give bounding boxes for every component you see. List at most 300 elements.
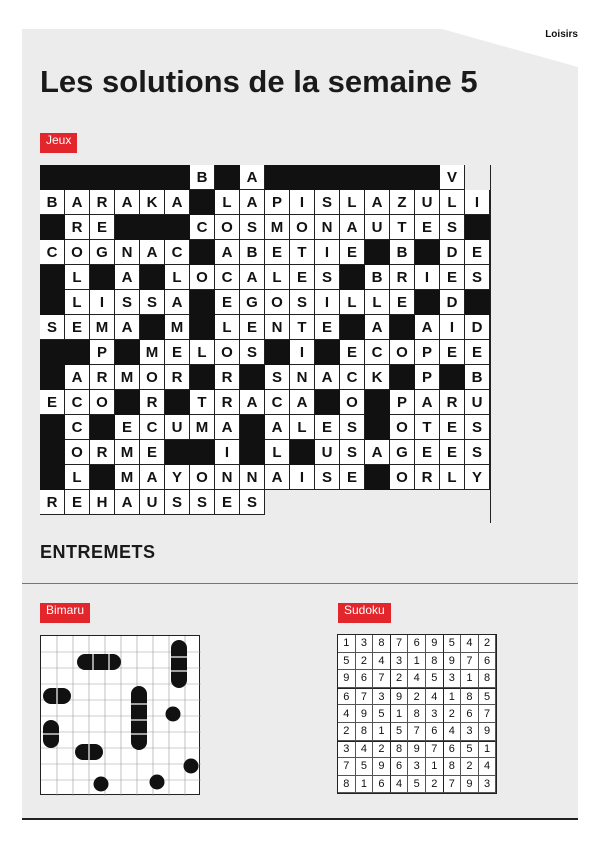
crossword-letter-cell: L xyxy=(440,190,465,215)
crossword-letter-cell: M xyxy=(140,340,165,365)
sudoku-cell: 7 xyxy=(391,635,409,653)
crossword-letter-cell: U xyxy=(140,490,165,515)
crossword-letter-cell: M xyxy=(265,215,290,240)
bimaru-board xyxy=(41,636,201,796)
crossword-letter-cell: E xyxy=(40,390,65,415)
crossword-letter-cell: O xyxy=(390,340,415,365)
crossword-empty xyxy=(440,490,465,515)
crossword-black-cell xyxy=(40,215,65,240)
sudoku-cell: 3 xyxy=(373,688,391,706)
crossword-letter-cell: E xyxy=(315,415,340,440)
crossword-black-cell xyxy=(340,315,365,340)
crossword-letter-cell: C xyxy=(365,340,390,365)
sudoku-cell: 4 xyxy=(479,758,497,776)
crossword-letter-cell: L xyxy=(340,290,365,315)
crossword-letter-cell: A xyxy=(365,315,390,340)
crossword-letter-cell: C xyxy=(340,365,365,390)
crossword-letter-cell: E xyxy=(215,490,240,515)
crossword-letter-cell: N xyxy=(115,240,140,265)
crossword-black-cell xyxy=(115,165,140,190)
crossword-letter-cell: E xyxy=(440,265,465,290)
crossword-letter-cell: A xyxy=(115,490,140,515)
ship-single xyxy=(94,777,109,792)
crossword-letter-cell: R xyxy=(90,365,115,390)
crossword-letter-cell: I xyxy=(415,265,440,290)
jeux-tag: Jeux xyxy=(40,133,77,153)
crossword-black-cell xyxy=(165,440,190,465)
crossword-letter-cell: S xyxy=(315,190,340,215)
section-divider xyxy=(22,583,578,584)
crossword-letter-cell: M xyxy=(115,440,140,465)
crossword-letter-cell: O xyxy=(290,215,315,240)
crossword-letter-cell: C xyxy=(65,390,90,415)
crossword-letter-cell: K xyxy=(140,190,165,215)
ship-single xyxy=(166,707,181,722)
crossword-letter-cell: S xyxy=(240,340,265,365)
crossword-black-cell xyxy=(40,165,65,190)
crossword-letter-cell: T xyxy=(415,415,440,440)
crossword-black-cell xyxy=(40,415,65,440)
sudoku-cell: 9 xyxy=(479,723,497,741)
crossword-empty xyxy=(465,490,490,515)
crossword-letter-cell: A xyxy=(65,365,90,390)
crossword-letter-cell: I xyxy=(90,290,115,315)
crossword-letter-cell: P xyxy=(90,340,115,365)
page-title: Les solutions de la semaine 5 xyxy=(40,64,478,99)
sudoku-cell: 3 xyxy=(444,670,462,688)
sudoku-cell: 3 xyxy=(479,776,497,794)
crossword-black-cell xyxy=(140,215,165,240)
crossword-letter-cell: A xyxy=(115,265,140,290)
crossword-grid xyxy=(40,165,490,515)
crossword-letter-cell: G xyxy=(240,290,265,315)
sudoku-cell: 2 xyxy=(444,705,462,723)
crossword-letter-cell: A xyxy=(365,190,390,215)
crossword-letter-cell: S xyxy=(115,290,140,315)
crossword-letter-cell: Z xyxy=(390,190,415,215)
crossword-letter-cell: A xyxy=(415,390,440,415)
sudoku-cell: 5 xyxy=(408,776,426,794)
crossword-letter-cell: L xyxy=(290,415,315,440)
crossword-letter-cell: E xyxy=(390,290,415,315)
crossword-black-cell xyxy=(190,290,215,315)
crossword-letter-cell: R xyxy=(140,390,165,415)
crossword-black-cell xyxy=(315,165,340,190)
crossword-letter-cell: Y xyxy=(165,465,190,490)
crossword-letter-cell: E xyxy=(265,240,290,265)
crossword-black-cell xyxy=(40,465,65,490)
crossword-black-cell xyxy=(165,165,190,190)
sudoku-cell: 1 xyxy=(479,741,497,759)
sudoku-tag: Sudoku xyxy=(338,603,391,623)
sudoku-cell: 3 xyxy=(391,653,409,671)
sudoku-cell: 4 xyxy=(373,653,391,671)
crossword-black-cell xyxy=(115,215,140,240)
crossword-letter-cell: U xyxy=(165,415,190,440)
crossword-black-cell xyxy=(90,415,115,440)
crossword-letter-cell: C xyxy=(40,240,65,265)
crossword-black-cell xyxy=(190,240,215,265)
crossword-letter-cell: O xyxy=(190,265,215,290)
crossword-letter-cell: L xyxy=(65,290,90,315)
sudoku-cell: 4 xyxy=(408,670,426,688)
crossword-letter-cell: C xyxy=(190,215,215,240)
mystery-word: ENTREMETS xyxy=(40,542,156,562)
sudoku-cell: 4 xyxy=(426,688,444,706)
crossword-letter-cell: A xyxy=(115,315,140,340)
crossword-letter-cell: O xyxy=(215,340,240,365)
crossword-letter-cell: E xyxy=(165,340,190,365)
crossword-letter-cell: P xyxy=(265,190,290,215)
crossword-letter-cell: A xyxy=(215,240,240,265)
crossword-letter-cell: D xyxy=(440,240,465,265)
crossword-letter-cell: S xyxy=(265,365,290,390)
crossword-letter-cell: E xyxy=(90,215,115,240)
crossword-letter-cell: O xyxy=(340,390,365,415)
ship-horizontal-3 xyxy=(77,654,121,670)
crossword-letter-cell: O xyxy=(140,365,165,390)
crossword-empty xyxy=(390,490,415,515)
crossword-letter-cell: R xyxy=(215,390,240,415)
crossword-letter-cell: A xyxy=(365,440,390,465)
crossword-black-cell xyxy=(215,165,240,190)
sudoku-cell: 9 xyxy=(391,688,409,706)
crossword-letter-cell: A xyxy=(240,165,265,190)
sudoku-cell: 5 xyxy=(338,653,356,671)
crossword-letter-cell: D xyxy=(440,290,465,315)
sudoku-cell: 8 xyxy=(356,723,374,741)
crossword-letter-cell: E xyxy=(340,340,365,365)
crossword-letter-cell: T xyxy=(290,315,315,340)
sudoku-cell: 7 xyxy=(426,741,444,759)
sudoku-cell: 4 xyxy=(338,705,356,723)
crossword-letter-cell: R xyxy=(90,440,115,465)
ship-vertical-4 xyxy=(131,686,147,750)
crossword-letter-cell: L xyxy=(340,190,365,215)
crossword-empty xyxy=(290,490,315,515)
crossword-letter-cell: E xyxy=(415,440,440,465)
sudoku-cell: 8 xyxy=(408,705,426,723)
crossword-black-cell xyxy=(190,315,215,340)
sudoku-cell: 3 xyxy=(426,705,444,723)
crossword-letter-cell: O xyxy=(90,390,115,415)
crossword-letter-cell: N xyxy=(215,465,240,490)
crossword-letter-cell: I xyxy=(315,240,340,265)
crossword-letter-cell: E xyxy=(290,265,315,290)
crossword-black-cell xyxy=(290,165,315,190)
crossword-black-cell xyxy=(265,340,290,365)
crossword-letter-cell: R xyxy=(90,190,115,215)
crossword-empty xyxy=(265,490,290,515)
crossword-letter-cell: S xyxy=(165,490,190,515)
crossword-black-cell xyxy=(90,265,115,290)
sudoku-cell: 9 xyxy=(444,653,462,671)
bimaru-grid xyxy=(40,635,200,795)
crossword-letter-cell: O xyxy=(65,240,90,265)
crossword-letter-cell: P xyxy=(415,365,440,390)
crossword-letter-cell: A xyxy=(165,290,190,315)
sudoku-cell: 2 xyxy=(426,776,444,794)
crossword-letter-cell: L xyxy=(265,440,290,465)
sudoku-cell: 7 xyxy=(338,758,356,776)
crossword-letter-cell: O xyxy=(390,465,415,490)
crossword-letter-cell: L xyxy=(215,190,240,215)
crossword-empty xyxy=(315,490,340,515)
crossword-black-cell xyxy=(40,440,65,465)
crossword-black-cell xyxy=(190,365,215,390)
sudoku-cell: 6 xyxy=(338,688,356,706)
crossword-letter-cell: T xyxy=(190,390,215,415)
crossword-black-cell xyxy=(90,465,115,490)
crossword-black-cell xyxy=(115,390,140,415)
sudoku-cell: 9 xyxy=(426,635,444,653)
crossword-black-cell xyxy=(315,390,340,415)
crossword-letter-cell: K xyxy=(365,365,390,390)
crossword-letter-cell: A xyxy=(340,215,365,240)
sudoku-cell: 9 xyxy=(408,741,426,759)
crossword-letter-cell: D xyxy=(465,315,490,340)
sudoku-cell: 4 xyxy=(461,635,479,653)
crossword-letter-cell: E xyxy=(440,340,465,365)
crossword-black-cell xyxy=(165,390,190,415)
crossword-letter-cell: L xyxy=(165,265,190,290)
section-label: Loisirs xyxy=(545,29,578,40)
sudoku-cell: 1 xyxy=(356,776,374,794)
crossword-black-cell xyxy=(65,165,90,190)
crossword-letter-cell: O xyxy=(215,215,240,240)
crossword-letter-cell: E xyxy=(240,315,265,340)
crossword-letter-cell: B xyxy=(240,240,265,265)
sudoku-cell: 1 xyxy=(391,705,409,723)
sudoku-cell: 6 xyxy=(444,741,462,759)
crossword-letter-cell: N xyxy=(290,365,315,390)
sudoku-cell: 2 xyxy=(373,741,391,759)
crossword-letter-cell: B xyxy=(190,165,215,190)
crossword-black-cell xyxy=(40,265,65,290)
sudoku-cell: 5 xyxy=(391,723,409,741)
sudoku-cell: 8 xyxy=(391,741,409,759)
crossword-letter-cell: A xyxy=(140,240,165,265)
crossword-letter-cell: M xyxy=(90,315,115,340)
crossword-letter-cell: B xyxy=(390,240,415,265)
crossword-letter-cell: R xyxy=(390,265,415,290)
crossword-letter-cell: E xyxy=(315,315,340,340)
crossword-letter-cell: A xyxy=(265,465,290,490)
sudoku-cell: 8 xyxy=(444,758,462,776)
crossword-letter-cell: S xyxy=(190,490,215,515)
crossword-letter-cell: C xyxy=(65,415,90,440)
ship-single xyxy=(184,759,199,774)
crossword-letter-cell: H xyxy=(90,490,115,515)
crossword-letter-cell: E xyxy=(440,440,465,465)
sudoku-cell: 2 xyxy=(408,688,426,706)
crossword-letter-cell: O xyxy=(390,415,415,440)
sudoku-cell: 2 xyxy=(461,758,479,776)
crossword-letter-cell: S xyxy=(315,265,340,290)
sudoku-cell: 1 xyxy=(408,653,426,671)
sudoku-cell: 9 xyxy=(338,670,356,688)
sudoku-cell: 7 xyxy=(408,723,426,741)
sudoku-cell: 5 xyxy=(426,670,444,688)
crossword-letter-cell: I xyxy=(290,465,315,490)
crossword-letter-cell: I xyxy=(315,290,340,315)
sudoku-cell: 3 xyxy=(461,723,479,741)
crossword-letter-cell: U xyxy=(415,190,440,215)
crossword-black-cell xyxy=(415,165,440,190)
crossword-letter-cell: A xyxy=(140,465,165,490)
crossword-letter-cell: E xyxy=(465,340,490,365)
crossword-letter-cell: L xyxy=(65,265,90,290)
crossword-letter-cell: S xyxy=(340,440,365,465)
crossword-letter-cell: E xyxy=(65,315,90,340)
sudoku-cell: 1 xyxy=(461,670,479,688)
crossword-black-cell xyxy=(240,440,265,465)
crossword-letter-cell: L xyxy=(215,315,240,340)
crossword-letter-cell: A xyxy=(65,190,90,215)
crossword-letter-cell: T xyxy=(290,240,315,265)
crossword-black-cell xyxy=(465,215,490,240)
crossword-letter-cell: N xyxy=(265,315,290,340)
crossword-black-cell xyxy=(90,165,115,190)
crossword-letter-cell: E xyxy=(115,415,140,440)
crossword-black-cell xyxy=(390,315,415,340)
sudoku-cell: 2 xyxy=(338,723,356,741)
crossword-letter-cell: A xyxy=(215,415,240,440)
crossword-letter-cell: S xyxy=(40,315,65,340)
crossword-black-cell xyxy=(240,415,265,440)
crossword-letter-cell: L xyxy=(190,340,215,365)
crossword-letter-cell: R xyxy=(415,465,440,490)
crossword-empty xyxy=(465,165,490,190)
sudoku-cell: 6 xyxy=(373,776,391,794)
crossword-letter-cell: R xyxy=(440,390,465,415)
crossword-empty xyxy=(415,490,440,515)
crossword-black-cell xyxy=(365,165,390,190)
crossword-letter-cell: R xyxy=(40,490,65,515)
crossword-letter-cell: E xyxy=(140,440,165,465)
sudoku-cell: 6 xyxy=(479,653,497,671)
crossword-black-cell xyxy=(165,215,190,240)
sudoku-cell: 7 xyxy=(479,705,497,723)
sudoku-cell: 5 xyxy=(356,758,374,776)
crossword-black-cell xyxy=(190,440,215,465)
crossword-black-cell xyxy=(290,440,315,465)
crossword-black-cell xyxy=(340,165,365,190)
crossword-letter-cell: L xyxy=(440,465,465,490)
crossword-letter-cell: L xyxy=(365,290,390,315)
crossword-letter-cell: R xyxy=(65,215,90,240)
sudoku-cell: 7 xyxy=(461,653,479,671)
crossword-letter-cell: U xyxy=(365,215,390,240)
sudoku-cell: 7 xyxy=(373,670,391,688)
sudoku-cell: 7 xyxy=(356,688,374,706)
crossword-letter-cell: A xyxy=(415,315,440,340)
crossword-black-cell xyxy=(365,415,390,440)
ship-single xyxy=(150,775,165,790)
crossword-black-cell xyxy=(140,265,165,290)
crossword-letter-cell: M xyxy=(115,465,140,490)
crossword-letter-cell: R xyxy=(215,365,240,390)
sudoku-cell: 8 xyxy=(338,776,356,794)
sudoku-cell: 7 xyxy=(444,776,462,794)
crossword-letter-cell: S xyxy=(465,440,490,465)
crossword-black-cell xyxy=(65,340,90,365)
crossword-letter-cell: I xyxy=(290,190,315,215)
crossword-letter-cell: N xyxy=(240,465,265,490)
sudoku-cell: 5 xyxy=(444,635,462,653)
crossword-letter-cell: E xyxy=(215,290,240,315)
crossword-letter-cell: E xyxy=(415,215,440,240)
crossword-letter-cell: A xyxy=(240,190,265,215)
crossword-letter-cell: I xyxy=(440,315,465,340)
crossword-letter-cell: B xyxy=(465,365,490,390)
crossword-letter-cell: I xyxy=(290,340,315,365)
crossword-letter-cell: P xyxy=(415,340,440,365)
sudoku-cell: 2 xyxy=(356,653,374,671)
crossword-letter-cell: S xyxy=(465,265,490,290)
sudoku-cell: 8 xyxy=(479,670,497,688)
crossword-black-cell xyxy=(415,290,440,315)
crossword-letter-cell: C xyxy=(165,240,190,265)
crossword-right-border xyxy=(490,165,491,523)
crossword-letter-cell: S xyxy=(290,290,315,315)
sudoku-cell: 5 xyxy=(461,741,479,759)
crossword-black-cell xyxy=(415,240,440,265)
crossword-letter-cell: A xyxy=(240,265,265,290)
crossword-letter-cell: N xyxy=(315,215,340,240)
crossword-letter-cell: M xyxy=(165,315,190,340)
sudoku-cell: 2 xyxy=(391,670,409,688)
sudoku-cell: 4 xyxy=(391,776,409,794)
crossword-letter-cell: A xyxy=(315,365,340,390)
sudoku-cell: 1 xyxy=(373,723,391,741)
crossword-black-cell xyxy=(140,315,165,340)
sudoku-cell: 1 xyxy=(338,635,356,653)
sudoku-cell: 1 xyxy=(444,688,462,706)
crossword-black-cell xyxy=(40,340,65,365)
crossword-letter-cell: S xyxy=(240,215,265,240)
sudoku-cell: 8 xyxy=(461,688,479,706)
crossword-black-cell xyxy=(390,165,415,190)
crossword-letter-cell: S xyxy=(340,415,365,440)
crossword-letter-cell: G xyxy=(390,440,415,465)
crossword-letter-cell: C xyxy=(265,390,290,415)
crossword-letter-cell: U xyxy=(315,440,340,465)
crossword-letter-cell: E xyxy=(340,465,365,490)
crossword-letter-cell: O xyxy=(265,290,290,315)
sudoku-cell: 9 xyxy=(356,705,374,723)
crossword-letter-cell: Y xyxy=(465,465,490,490)
crossword-black-cell xyxy=(365,240,390,265)
sudoku-cell: 8 xyxy=(373,635,391,653)
ship-vertical-3 xyxy=(171,640,187,688)
crossword-black-cell xyxy=(40,290,65,315)
sudoku-cell: 6 xyxy=(426,723,444,741)
crossword-letter-cell: C xyxy=(215,265,240,290)
sudoku-cell: 6 xyxy=(391,758,409,776)
crossword-letter-cell: C xyxy=(140,415,165,440)
crossword-letter-cell: E xyxy=(340,240,365,265)
sudoku-cell: 6 xyxy=(356,670,374,688)
bottom-rule xyxy=(22,818,578,820)
crossword-letter-cell: B xyxy=(365,265,390,290)
crossword-empty xyxy=(365,490,390,515)
crossword-letter-cell: R xyxy=(165,365,190,390)
sudoku-cell: 6 xyxy=(408,635,426,653)
crossword-letter-cell: O xyxy=(65,440,90,465)
sudoku-cell: 9 xyxy=(461,776,479,794)
crossword-letter-cell: E xyxy=(440,415,465,440)
